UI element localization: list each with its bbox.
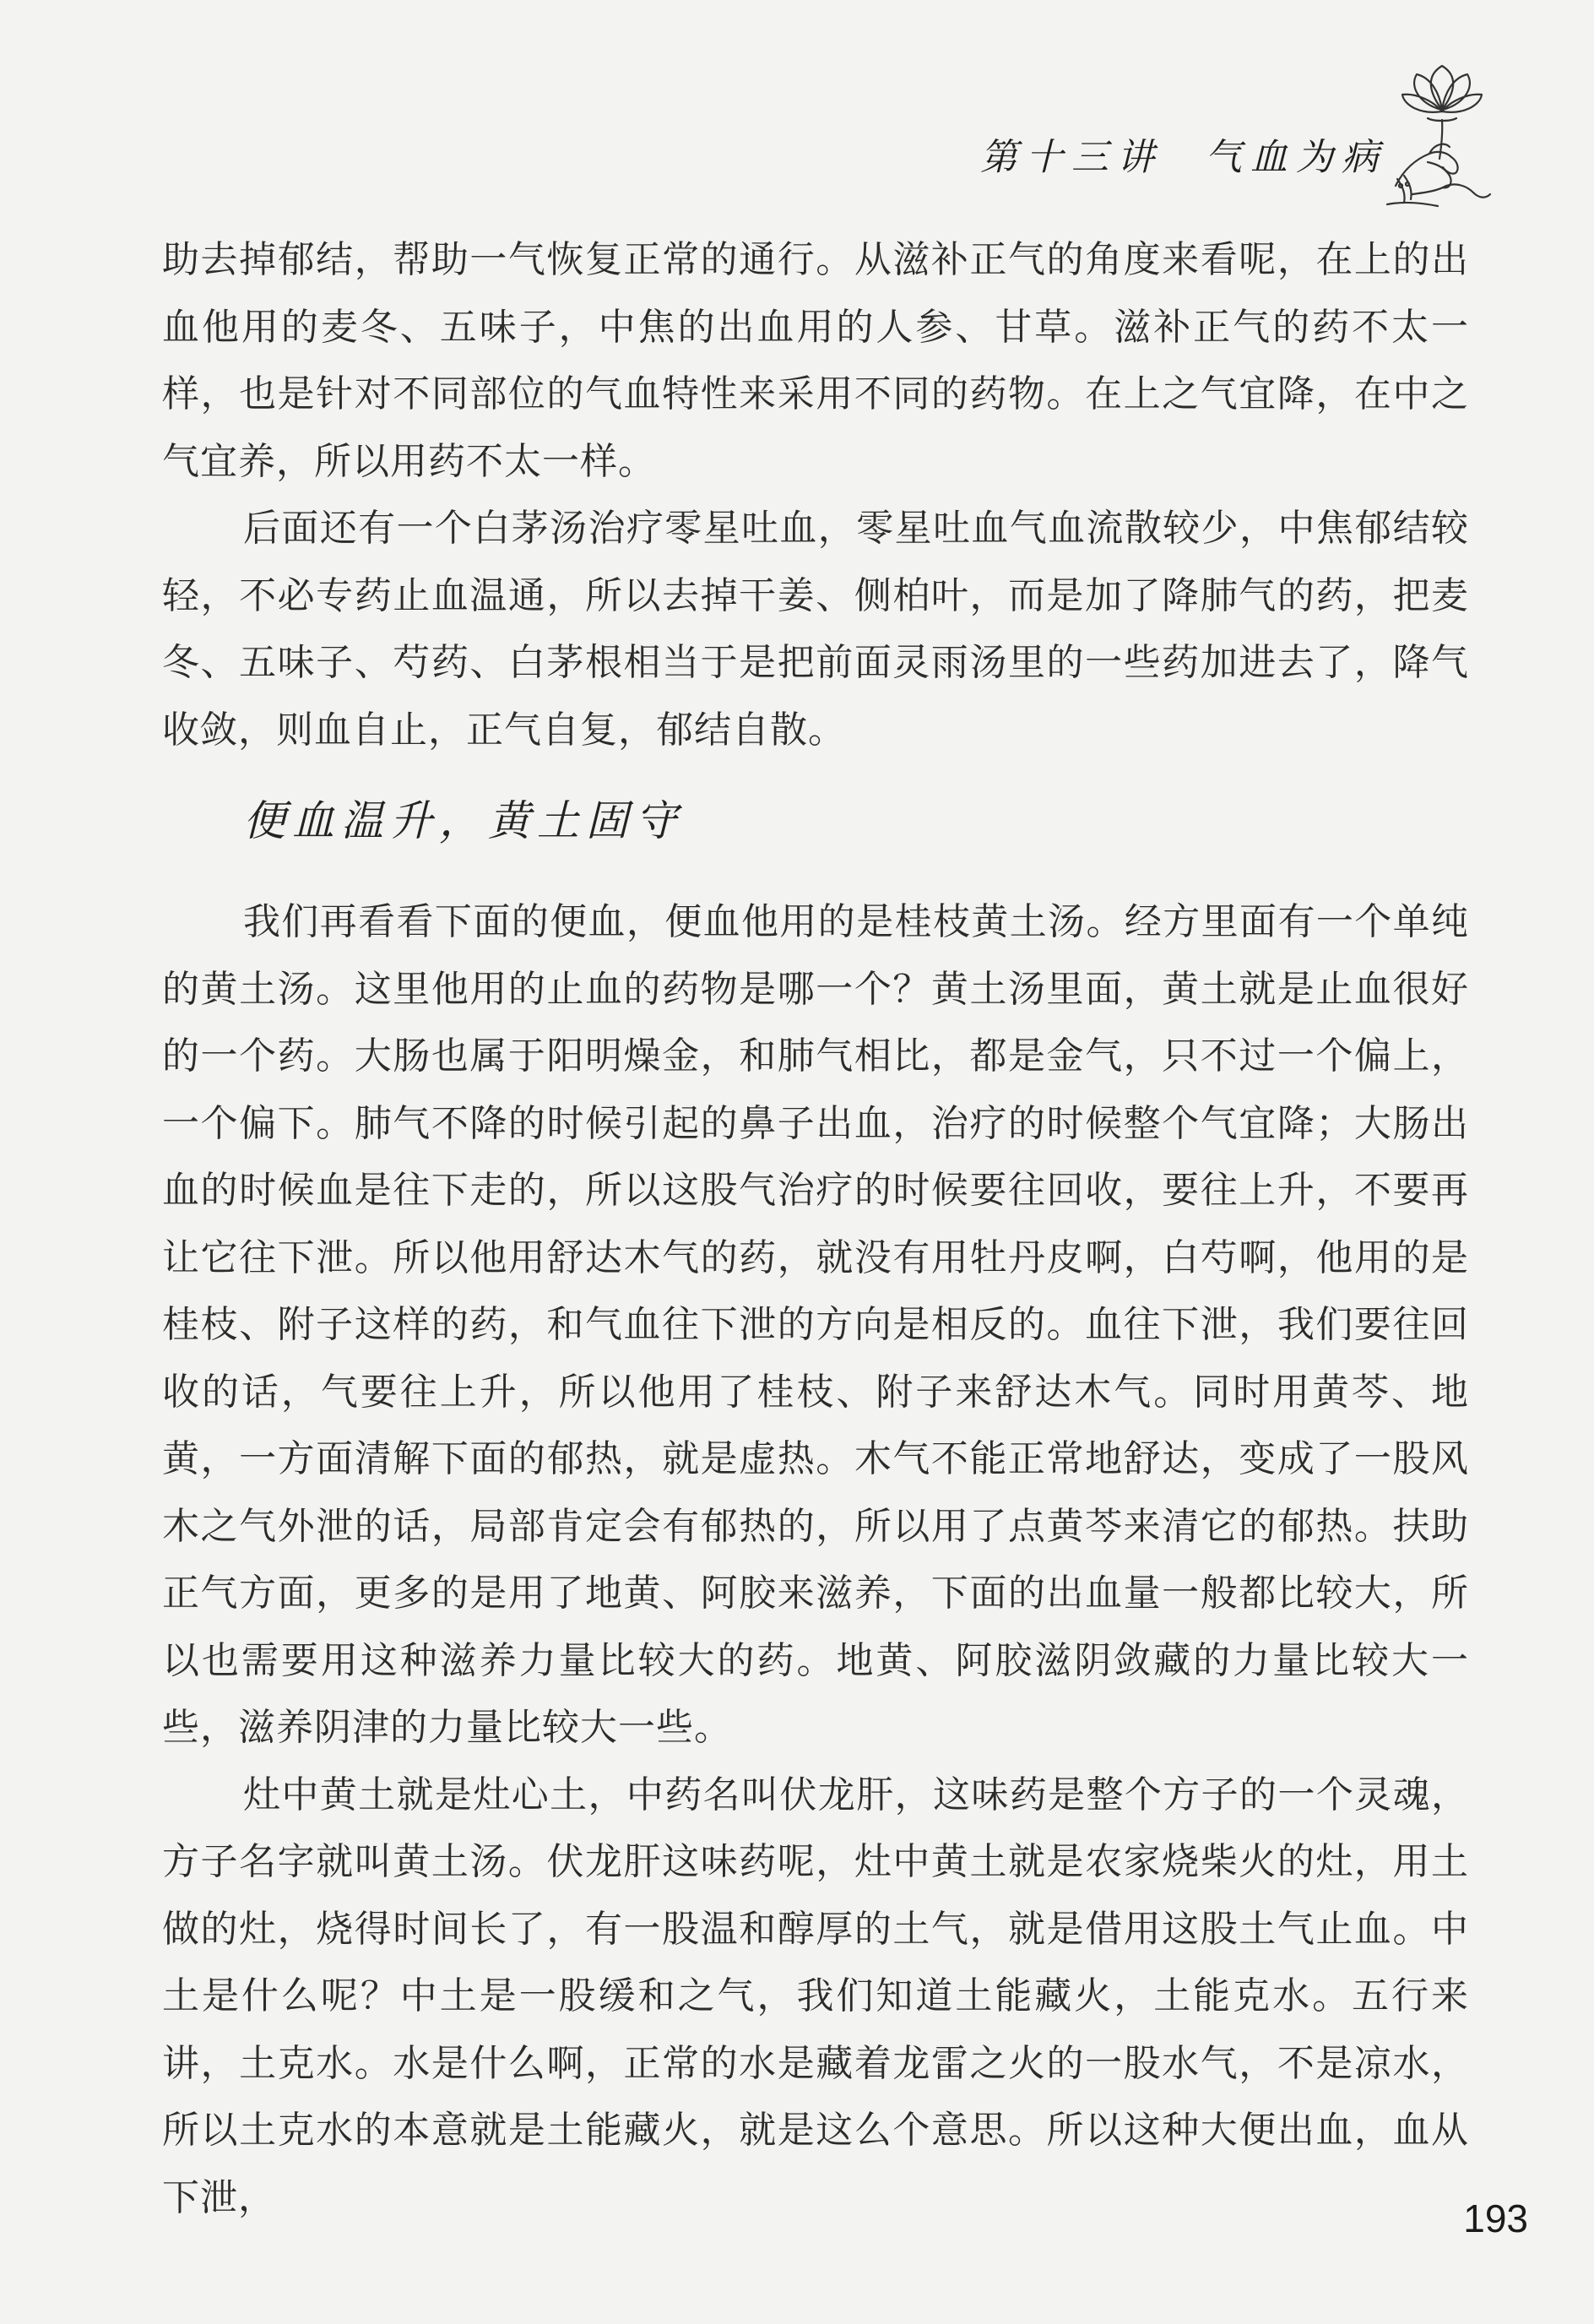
chapter-label: 第十三讲 — [980, 136, 1163, 179]
section-heading: 便血温升，黄土固守 — [243, 796, 684, 845]
paragraph-4: 灶中黄土就是灶心土，中药名叫伏龙肝，这味药是整个方子的一个灵魂，方子名字就叫黄土汤。伏龙肝这味药呢，灶中黄土就是农家烧柴火的灶，用土做的灶，烧得时间长了，有一股温和醇厚的土气，就是借用这股土气止血。中土是什么呢？中土是一股缓和之气，我们知道土能藏火，土能克水。五行来讲，土克水。水是什么啊，正常的水是藏着龙雷之火的一股水气，不是凉水，所以土克水的本意就是土能藏火，就是这么个意思。所以这种大便出血，血从下泄， — [162, 1773, 1469, 2219]
lotus-hand-icon — [1379, 59, 1505, 211]
chapter-title: 气血为病 — [1205, 136, 1387, 179]
paragraph-2: 后面还有一个白茅汤治疗零星吐血，零星吐血气血流散较少，中焦郁结较轻，不必专药止血温通，所以去掉干姜、侧柏叶，而是加了降肺气的药，把麦冬、五味子、芍药、白茅根相当于是把前面灵雨汤里的一些药加进去了，降气收敛，则血自止，正气自复，郁结自散。 — [162, 507, 1469, 752]
paragraph-3: 我们再看看下面的便血，便血他用的是桂枝黄土汤。经方里面有一个单纯的黄土汤。这里他用的止血的药物是哪一个？黄土汤里面，黄土就是止血很好的一个药。大肠也属于阳明燥金，和肺气相比，都是金气，只不过一个偏上，一个偏下。肺气不降的时候引起的鼻子出血，治疗的时候整个气宜降；大肠出血的时候血是往下走的，所以这股气治疗的时候要往回收，要往上升，不要再让它往下泄。所以他用舒达木气的药，就没有用牡丹皮啊，白芍啊，他用的是桂枝、附子这样的药，和气血往下泄的方向是相反的。血往下泄，我们要往回收的话，气要往上升，所以他用了桂枝、附子来舒达木气。同时用黄芩、地黄，一方面清解下面的郁热，就是虚热。木气不能正常地舒达，变成了一股风木之气外泄的话，局部肯定会有郁热的，所以用了点黄芩来清它的郁热。扶助正气方面，更多的是用了地黄、阿胶来滋养，下面的出血量一般都比较大，所以也需要用这种滋养力量比较大的药。地黄、阿胶滋阴敛藏的力量比较大一些，滋养阴津的力量比较大一些。 — [162, 900, 1469, 1749]
page-body — [162, 226, 1469, 2231]
paragraph-1: 助去掉郁结，帮助一气恢复正常的通行。从滋补正气的角度来看呢，在上的出血他用的麦冬、五味子，中焦的出血用的人参、甘草。滋补正气的药不太一样，也是针对不同部位的气血特性来采用不同的药物。在上之气宜降，在中之气宜养，所以用药不太一样。 — [162, 238, 1469, 483]
page-number: 193 — [1463, 2196, 1528, 2240]
running-header — [980, 127, 1387, 181]
